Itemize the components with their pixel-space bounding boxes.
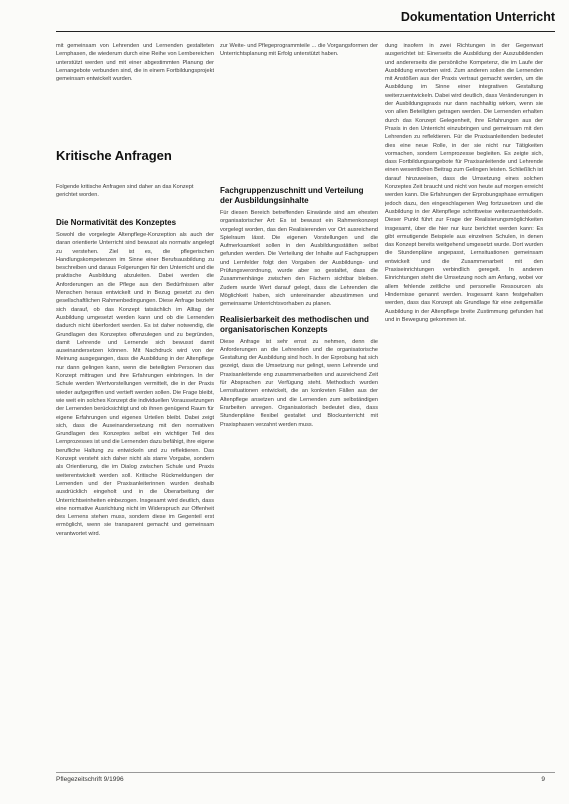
section-heading: Die Normativität des Konzeptes	[56, 218, 177, 227]
article-title: Kritische Anfragen	[56, 148, 172, 163]
section-text: Diese Anfrage ist sehr ernst zu nehmen, denn die Anforderungen an die Lehrenden und die organisatorische Gestaltung der Ausbildung sind hoch. In der Erprobung hat sich gezeigt, dass die Umsetzung nur gelingt, wenn Lehrende und Praxisanleitende eng zusammenarbeiten und ausreichend Zeit für Absprachen zur Verfügung steht. Methodisch wurden Lernsituationen entwickelt, die an konkreten Fällen aus der Altenpflege ansetzen und die Lernenden zum selbständigen Erarbeiten anregen. Organisatorisch bedeutet dies, dass Stundenpläne flexibel gestaltet und Blockunterricht mit Praxisphasen verzahnt werden muss.	[220, 338, 378, 428]
article-intro: Folgende kritische Anfragen sind daher an das Konzept gerichtet worden.	[56, 184, 194, 199]
top-fragment-col1	[56, 42, 214, 83]
header-rule	[56, 31, 555, 32]
footer-rule	[56, 772, 555, 773]
column-1	[56, 212, 214, 767]
column-3	[385, 42, 543, 767]
section-rubric: Dokumentation Unterricht	[400, 10, 555, 24]
page-number: 9	[541, 776, 545, 783]
journal-citation: Pflegezeitschrift 9/1996	[56, 776, 124, 783]
column-2	[220, 180, 378, 767]
section-text: Für diesen Bereich betreffenden Einwände sind am ehesten organisatorischer Art: Es ist bewusst ein Rahmenkonzept vorgelegt worden, das den Realisierenden vor Ort ausreichend Spielraum lässt. Die eigenen Vorstellungen und die Aufmerksamkeit sollen in den Ausbildungsstätten selbst gefunden werden. Die Verteilung der Inhalte auf Fachgruppen und Lernfelder folgt den Vorgaben der Ausbildungs- und Prüfungsverordnung, wurde aber so gestaltet, dass die Zusammenhänge zwischen den Fächern sichtbar bleiben. Zudem wurde Wert darauf gelegt, dass die Lehrenden die Möglichkeit haben, sich untereinander abzustimmen und gemeinsame Unterrichtsvorhaben zu planen.	[220, 210, 378, 308]
section-heading: Realisierbarkeit des methodischen und organisatorischen Konzepts	[220, 314, 369, 334]
section-text: dung insofern in zwei Richtungen in der Gegenwart ausgerichtet ist: Einerseits die Ausbildung der Auszubildenden und andererseits die persönliche Kompetenz, die im Laufe der Ausbildung erworben wird. Zum anderen sollen die Lernenden mit Anstößen aus der Praxis vertraut gemacht werden, um die Ausbildung im Sinne einer integrativen Gestaltung weiterzuentwickeln. Dabei wird deutlich, dass Veränderungen in der Ausbildungspraxis nur dann nachhaltig wirken, wenn sie von allen Beteiligten getragen werden. Die Lernenden erhalten durch das Konzept Gelegenheit, ihre Erfahrungen aus der Praxis in den Unterricht einzubringen und gemeinsam mit den Lehrenden zu reflektieren. Für die Praxisanleitenden bedeutet dies eine neue Rolle, in der sie nicht nur Tätigkeiten vormachen, sondern Lernprozesse begleiten. Es zeigte sich, dass Fortbildungsangebote für Praxisanleitende und Lehrende einen wesentlichen Beitrag zum Gelingen leisten. Schließlich ist darauf hinzuweisen, dass die Umsetzung eines solchen Konzeptes Zeit braucht und nicht von heute auf morgen erreicht werden kann. Die Erfahrungen der Erprobungsphase ermutigen jedoch dazu, den eingeschlagenen Weg fortzusetzen und die Ausbildung in der Altenpflege schrittweise weiterzuentwickeln. Dieser Punkt führt zur Frage der Realisierungsmöglichkeiten insgesamt, über die hier nur kurz berichtet werden kann: Es gibt ermutigende Beispiele aus einzelnen Schulen, in denen das Konzept bereits weitgehend umgesetzt wurde. Dort wurden die Stundenpläne angepasst, Lernsituationen gemeinsam entwickelt und die Zusammenarbeit mit den Praxiseinrichtungen verbindlich geregelt. In anderen Einrichtungen steht die Umsetzung noch am Anfang, wobei vor allem fehlende zeitliche und personelle Ressourcen als Hindernisse genannt werden. Insgesamt kann festgehalten werden, dass das Konzept als Grundlage für eine zeitgemäße Ausbildung in der Altenpflege breite Zustimmung gefunden hat und in Bewegung gekommen ist.	[385, 43, 543, 323]
body-text: mit gemeinsam von Lehrenden und Lernenden gestalteten Lernphasen, die wiederum durch eine Reihe von Lernbereichen unterstützt werden und mit einer abgestimmten Planung der Lernangebote verbunden sind, die in einem Fortbildungsprojekt gemeinsam entwickelt wurden.	[56, 43, 214, 83]
top-fragment-col2	[220, 42, 378, 59]
section-heading: Fachgruppenzuschnitt und Verteilung der Ausbildungsinhalte	[220, 186, 364, 205]
body-text: zur Weite- und Pflegeprogrammteile ... die Vorgangsformen der Unterrichtsplanung mit Erfolg unterstützt haben.	[220, 43, 378, 58]
section-text: Sowohl die vorgelegte Altenpflege-Konzeption als auch der daran orientierte Unterricht sind bewusst als normativ angelegt zu verstehen. Ziel ist es, die pflegerischen Handlungskompetenzen im Sinne einer Berufsausbildung zu beschreiben und daraus Folgerungen für den Unterricht und die praktische Ausbildung abzuleiten. Dabei werden die Anforderungen an die Pflege aus den Bedürfnissen alter Menschen heraus entwickelt und in Bezug gesetzt zu den gesellschaftlichen Rahmenbedingungen. Diese Anfrage bezieht sich darauf, ob das Konzept tatsächlich im Alltag der Ausbildung umgesetzt werden kann und ob die Lernenden dadurch nicht überfordert werden. Es ist daher notwendig, die Grundlagen des Konzeptes offenzulegen und zu begründen, damit Lehrende und Lernende sich bewusst damit auseinandersetzen können. Mit Nachdruck wird von der Meinung ausgegangen, dass die Ausbildung in der Altenpflege nur dann gelingen kann, wenn die beteiligten Personen das Konzept mittragen und ihre Erfahrungen einbringen. In der Schule werden Wertvorstellungen vermittelt, die in der Praxis wieder aufgegriffen und vertieft werden sollen. Die Frage bleibt, wie weit ein solches Konzept die individuellen Voraussetzungen der Lernenden berücksichtigt und ob ihnen genügend Raum für eigene Erfahrungen und eigenes Urteilen bleibt. Dabei zeigt sich, dass die Auseinandersetzung mit den normativen Grundlagen des Konzeptes selbst ein wichtiger Teil des Lernprozesses ist und die Lernenden dazu befähigt, ihre eigene berufliche Haltung zu entwickeln und zu reflektieren. Das Konzept versteht sich daher nicht als starre Vorgabe, sondern als Orientierung, die im Dialog zwischen Schule und Praxis weiterentwickelt werden soll. Kritische Rückmeldungen der Lernenden und der Praxisanleiterinnen wurden deshalb ausdrücklich eingeholt und in die Überarbeitung der Unterrichtseinheiten einbezogen. Insgesamt wird deutlich, dass eine normative Ausrichtung nicht im Widerspruch zur Offenheit des Lernens stehen muss, sondern diese im Gegenteil erst ermöglicht, wenn sie transparent gemacht und gemeinsam verantwortet wird.	[56, 232, 214, 537]
